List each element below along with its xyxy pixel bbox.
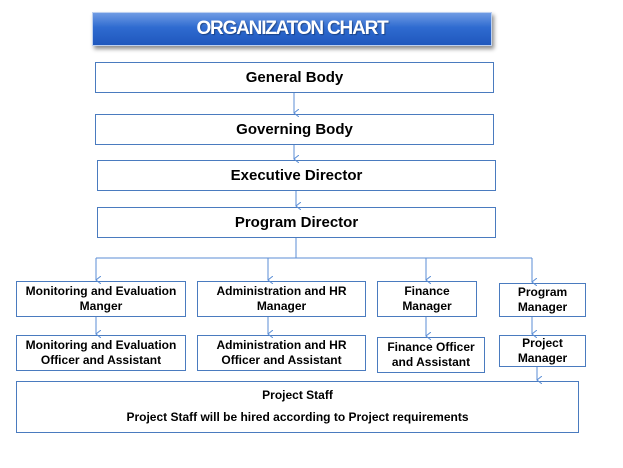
node-me-manager: Monitoring and Evaluation Manger — [16, 281, 186, 317]
node-admin-hr-officer: Administration and HR Officer and Assistant — [197, 335, 366, 371]
node-finance-officer: Finance Officer and Assistant — [377, 337, 485, 373]
node-program-manager: Program Manager — [499, 283, 586, 317]
node-executive-director: Executive Director — [97, 160, 496, 191]
node-me-officer: Monitoring and Evaluation Officer and Assistant — [16, 335, 186, 371]
node-project-staff — [16, 381, 579, 433]
project-staff-title: Project Staff — [262, 388, 333, 402]
chart-title: ORGANIZATON CHART — [92, 12, 492, 46]
node-governing-body: Governing Body — [95, 114, 494, 145]
node-general-body: General Body — [95, 62, 494, 93]
project-staff-note: Project Staff will be hired according to Project requirements — [126, 410, 469, 424]
node-finance-manager: Finance Manager — [377, 281, 477, 317]
node-project-manager: Project Manager — [499, 335, 586, 367]
node-admin-hr-manager: Administration and HR Manager — [197, 281, 366, 317]
node-program-director: Program Director — [97, 207, 496, 238]
